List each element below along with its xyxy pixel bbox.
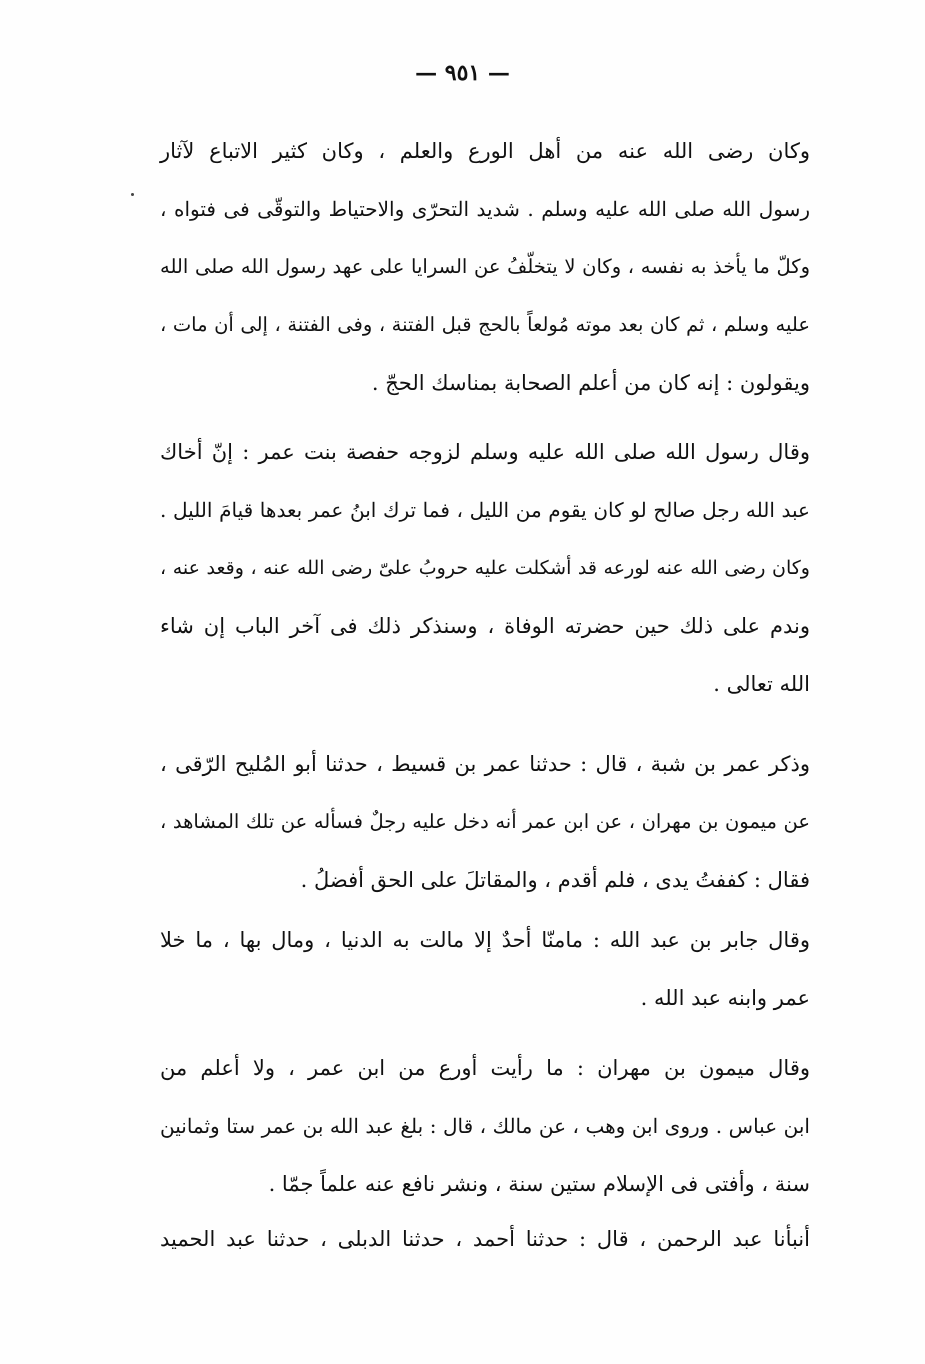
- paragraph: [160, 911, 810, 1027]
- text-line: وقال رسول الله صلى الله عليه وسلم لزوجه حفصة بنت عمر : إنّ أخاك: [160, 440, 810, 464]
- text-line: عبد الله رجل صالح لو كان يقوم من الليل ، فما ترك ابنُ عمر بعدها قيامَ الليل .: [160, 498, 810, 522]
- text-line: عن ميمون بن مهران ، عن ابن عمر أنه دخل عليه رجلٌ فسأله عن تلك المشاهد ،: [160, 810, 810, 833]
- text-line: رسول الله صلى الله عليه وسلم . شديد التحرّى والاحتياط والتوقّى فى فتواه ،: [160, 197, 810, 221]
- text-line: وقال جابر بن عبد الله : مامنّا أحدٌ إلا مالت به الدنيا ، ومال بها ، ما خلا: [160, 928, 810, 952]
- paragraph: [160, 423, 810, 713]
- ink-speck: [131, 193, 134, 196]
- text-line: وندم على ذلك حين حضرته الوفاة ، وسنذكر ذلك فى آخر الباب إن شاء: [160, 614, 810, 638]
- text-line: وكلّ ما يأخذ به نفسه ، وكان لا يتخلّفُ عن السرايا على عهد رسول الله صلى الله: [160, 255, 810, 278]
- text-line: سنة ، وأفتى فى الإسلام ستين سنة ، ونشر نافع عنه علماً جمّا .: [268, 1172, 810, 1196]
- text-line: فقال : كففتُ يدى ، فلم أقدم ، والمقاتلَ على الحق أفضلُ .: [300, 868, 810, 892]
- text-line: ويقولون : إنه كان من أعلم الصحابة بمناسك الحجّ .: [371, 371, 810, 395]
- text-line: وكان رضى الله عنه لورعه قد أشكلت عليه حروبُ علىّ رضى الله عنه ، وقعد عنه ،: [160, 557, 810, 579]
- text-line: عمر وابنه عبد الله .: [640, 986, 810, 1010]
- text-line: عليه وسلم ، ثم كان بعد موته مُولعاً بالحج قبل الفتنة ، وفى الفتنة ، إلى أن مات ،: [160, 313, 810, 336]
- page-number: — ٩٥١ —: [415, 60, 510, 86]
- paragraph: [160, 122, 810, 412]
- paragraph: [160, 1210, 810, 1268]
- text-line: وقال ميمون بن مهران : ما رأيت أورع من ابن عمر ، ولا أعلم من: [160, 1056, 810, 1080]
- text-line: أنبأنا عبد الرحمن ، قال : حدثنا أحمد ، حدثنا الدبلى ، حدثنا عبد الحميد: [160, 1227, 810, 1251]
- text-line: وذكر عمر بن شبة ، قال : حدثنا عمر بن قسيط ، حدثنا أبو المُليح الرّقى ،: [160, 752, 810, 776]
- text-line: ابن عباس . وروى ابن وهب ، عن مالك ، قال : بلغ عبد الله بن عمر ستا وثمانين: [160, 1114, 810, 1138]
- paragraph: [160, 735, 810, 909]
- text-line: الله تعالى .: [713, 672, 810, 696]
- paragraph: [160, 1039, 810, 1213]
- text-line: وكان رضى الله عنه من أهل الورع والعلم ، وكان كثير الاتباع لآثار: [160, 139, 810, 163]
